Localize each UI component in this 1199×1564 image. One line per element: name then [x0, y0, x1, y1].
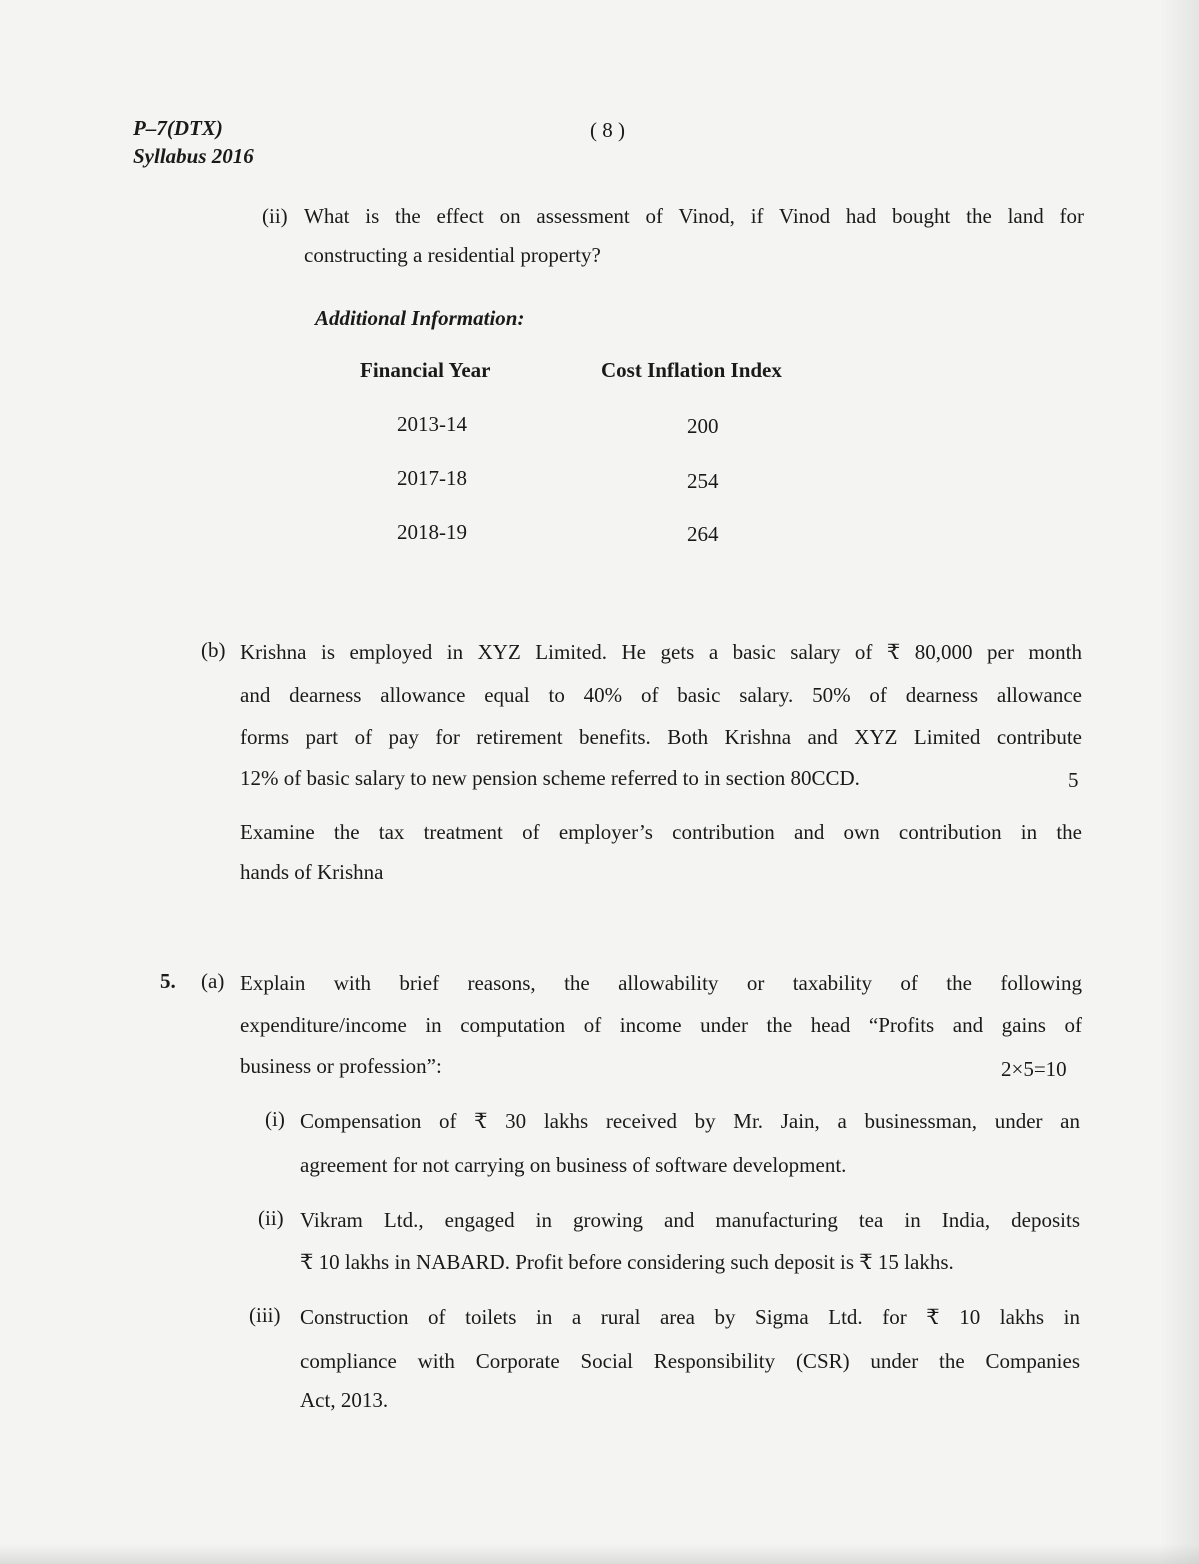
table-row-year: 2017-18	[397, 466, 467, 490]
page-number: ( 8 )	[590, 118, 625, 142]
syllabus-label: Syllabus 2016	[133, 144, 254, 168]
q5a-line3: business or profession”:	[240, 1054, 442, 1078]
col-header-cost-inflation-index: Cost Inflation Index	[601, 358, 782, 382]
table-row-index: 264	[687, 522, 719, 546]
q5a-iii-number: (iii)	[249, 1303, 281, 1327]
q5a-label: (a)	[201, 969, 225, 993]
scan-bottom-shadow	[0, 1544, 1199, 1564]
q5a-line2: expenditure/income in computation of income under the head “Profits and gains of	[240, 1013, 1082, 1037]
q4b-line4: 12% of basic salary to new pension scheme referred to in section 80CCD.	[240, 766, 860, 790]
q4b-line6: hands of Krishna	[240, 860, 384, 884]
table-row-year: 2018-19	[397, 520, 467, 544]
q4b-line1: Krishna is employed in XYZ Limited. He gets a basic salary of ₹ 80,000 per month	[240, 640, 1082, 664]
q5a-i-number: (i)	[265, 1107, 285, 1131]
table-row-index: 254	[687, 469, 719, 493]
q4b-label: (b)	[201, 638, 226, 662]
q5a-ii-line2: ₹ 10 lakhs in NABARD. Profit before considering such deposit is ₹ 15 lakhs.	[300, 1250, 954, 1274]
table-row-index: 200	[687, 414, 719, 438]
scan-edge-shadow	[1159, 0, 1199, 1564]
q4b-line5: Examine the tax treatment of employer’s contribution and own contribution in the	[240, 820, 1082, 844]
q5a-iii-line2: compliance with Corporate Social Responsibility (CSR) under the Companies	[300, 1349, 1080, 1373]
q5a-line1: Explain with brief reasons, the allowability or taxability of the following	[240, 971, 1082, 995]
q5a-i-line2: agreement for not carrying on business of software development.	[300, 1153, 847, 1177]
col-header-financial-year: Financial Year	[360, 358, 491, 382]
q5a-iii-line3: Act, 2013.	[300, 1388, 389, 1412]
q5-number: 5.	[160, 969, 176, 993]
table-row-year: 2013-14	[397, 412, 467, 436]
additional-info-title: Additional Information:	[315, 306, 525, 330]
q4a-ii-number: (ii)	[262, 204, 288, 228]
q4b-line3: forms part of pay for retirement benefits. Both Krishna and XYZ Limited contribute	[240, 725, 1082, 749]
paper-code: P–7(DTX)	[133, 116, 223, 140]
q5a-marks: 2×5=10	[1001, 1057, 1067, 1081]
q4b-marks: 5	[1068, 768, 1079, 792]
q4a-ii-line2: constructing a residential property?	[304, 243, 601, 267]
q4a-ii-line1: What is the effect on assessment of Vinod, if Vinod had bought the land for	[304, 204, 1084, 228]
q5a-ii-number: (ii)	[258, 1206, 284, 1230]
q5a-i-line1: Compensation of ₹ 30 lakhs received by Mr. Jain, a businessman, under an	[300, 1109, 1080, 1133]
q4b-line2: and dearness allowance equal to 40% of basic salary. 50% of dearness allowance	[240, 683, 1082, 707]
q5a-iii-line1: Construction of toilets in a rural area by Sigma Ltd. for ₹ 10 lakhs in	[300, 1305, 1080, 1329]
q5a-ii-line1: Vikram Ltd., engaged in growing and manufacturing tea in India, deposits	[300, 1208, 1080, 1232]
